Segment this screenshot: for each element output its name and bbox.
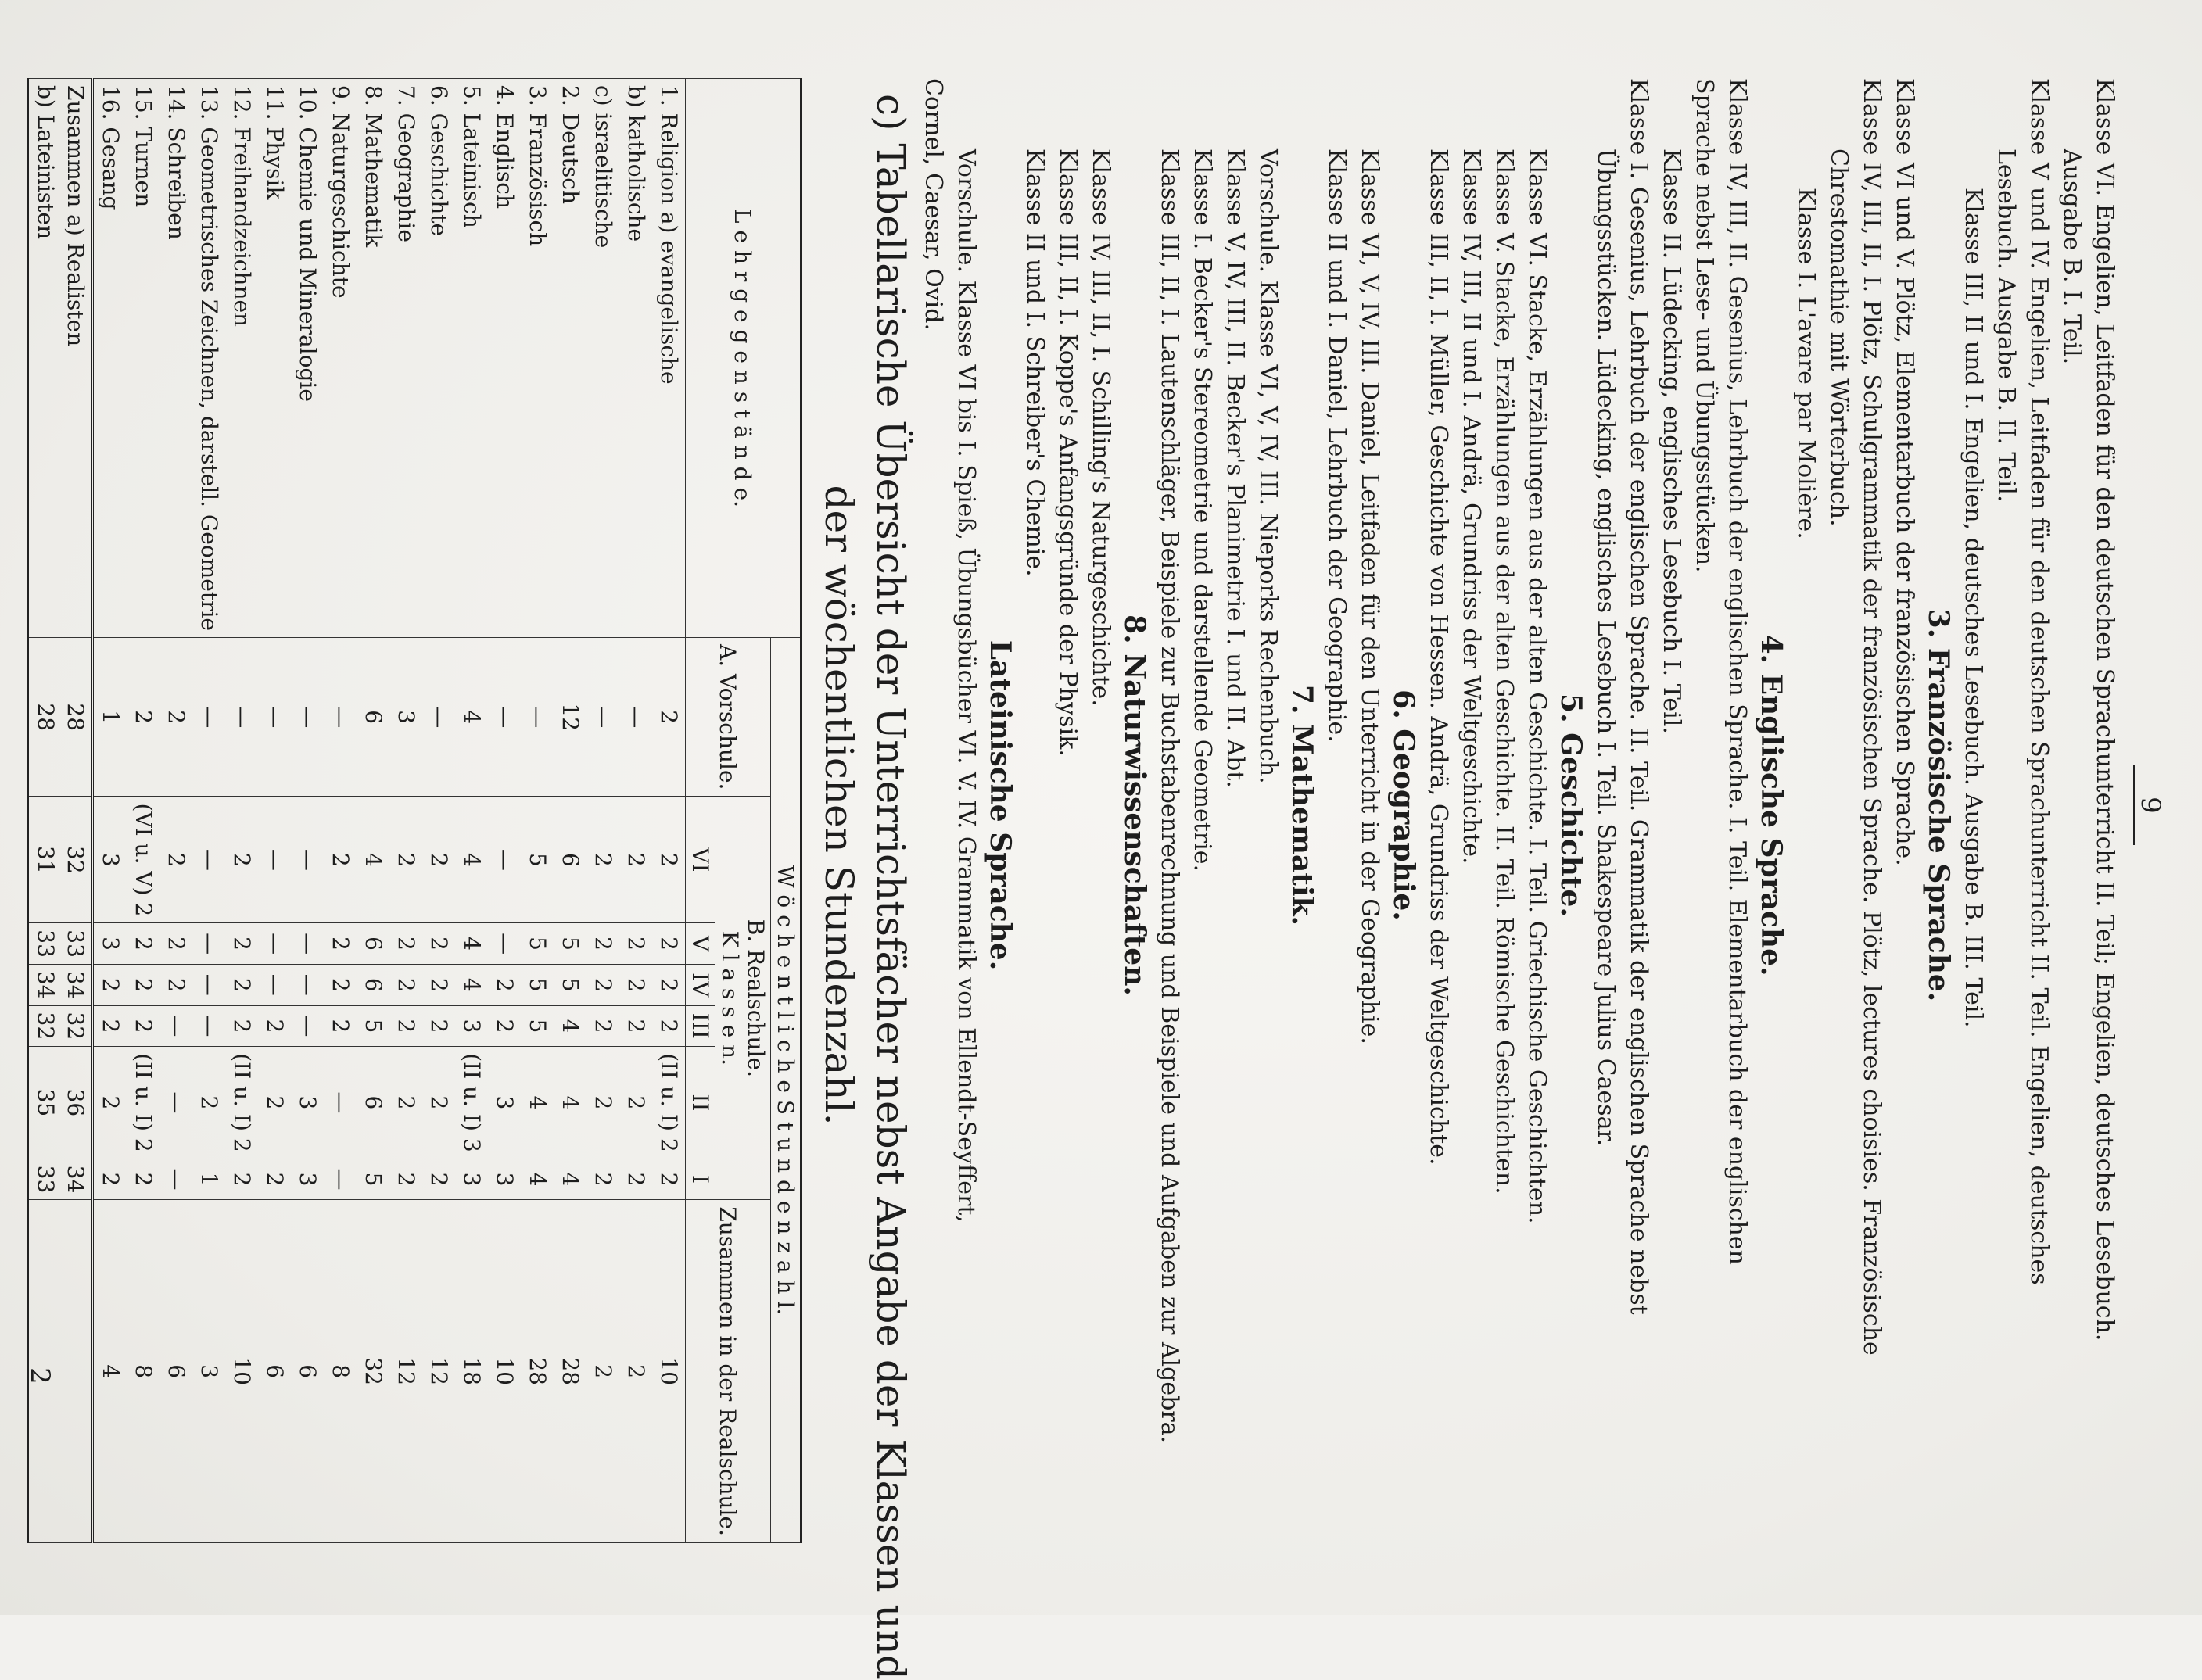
text-line: Ausgabe B. I. Teil. xyxy=(2058,149,2085,365)
table-row xyxy=(324,79,357,1543)
hours-cell: 5 xyxy=(554,923,586,965)
hours-cell: — xyxy=(192,797,225,923)
sum-cell: 32 31 xyxy=(28,797,93,923)
hours-cell: 2 xyxy=(586,1159,619,1200)
hours-cell: 2 xyxy=(258,1005,291,1047)
subject-cell: 6. Geschichte xyxy=(422,79,455,638)
text-line: Klasse VI. Engelien, Leitfaden für den deutschen Sprachunterricht II. Teil; Engelien, deutsches Lesebuch. xyxy=(2091,78,2118,1341)
hours-cell: — xyxy=(192,923,225,965)
hours-cell: 4 xyxy=(455,797,488,923)
hours-cell: 2 xyxy=(422,797,455,923)
subject-cell: 7. Geographie xyxy=(389,79,422,638)
hours-cell: — xyxy=(488,923,521,965)
hours-cell: (II u. I) 3 xyxy=(455,1047,488,1159)
intro-block xyxy=(1956,78,2121,1532)
subject-cell: 3. Französisch xyxy=(521,79,554,638)
hours-cell: 5 xyxy=(521,923,554,965)
hours-cell: — xyxy=(192,1005,225,1047)
hours-cell: — xyxy=(291,923,324,965)
hours-cell: — xyxy=(258,797,291,923)
text-line: Klasse I. L'avare par Molière. xyxy=(1792,188,1820,539)
sum-cell xyxy=(28,1200,93,1543)
hours-cell: 6 xyxy=(357,964,389,1005)
hours-cell: 2 xyxy=(93,1047,127,1159)
subject-cell: 2. Deutsch xyxy=(554,79,586,638)
subject-cell: 16. Gesang xyxy=(93,79,127,638)
section-heading: 7. Mathematik. xyxy=(1286,684,1318,926)
hours-cell: 2 xyxy=(258,1047,291,1159)
header-realschule: B. Realschule. K l a s s e n. xyxy=(715,797,771,1200)
hours-cell: 3 xyxy=(291,1047,324,1159)
table-row xyxy=(389,79,422,1543)
text-line: Vorschule. Klasse VI bis I. Spieß, Übungsbücher VI. V. IV. Grammatik von Ellendt-Seyffert, xyxy=(952,149,980,1223)
table-row xyxy=(258,79,291,1543)
text-line: Klasse VI, V, IV, III. Daniel, Leitfaden für den Unterricht in der Geographie. xyxy=(1356,149,1383,1044)
table-row xyxy=(652,79,686,1543)
hours-cell: 6 xyxy=(291,1200,324,1543)
hours-cell: 2 xyxy=(160,637,192,796)
hours-cell: 10 xyxy=(488,1200,521,1543)
hours-cell: (II u. I) 2 xyxy=(225,1047,258,1159)
hours-cell: 3 xyxy=(93,923,127,965)
text-line: Klasse II. Lüdecking, englisches Lesebuch I. Teil. xyxy=(1658,149,1685,734)
hours-cell: — xyxy=(192,964,225,1005)
hours-cell: 2 xyxy=(619,1200,652,1543)
table-row xyxy=(291,79,324,1543)
text-line: Klasse III, II, I. Müller, Geschichte von Hessen. Andrä, Grundriss der Weltgeschichte. xyxy=(1425,149,1452,1166)
text-line: Klasse II und I. Daniel, Lehrbuch der Geographie. xyxy=(1323,149,1350,743)
hours-cell: 2 xyxy=(192,1047,225,1159)
hours-cell: — xyxy=(586,637,619,796)
hours-cell: 2 xyxy=(389,1005,422,1047)
text-line: Klasse VI. Stacke, Erzählungen aus der alten Geschichte. I. Teil. Griechische Geschichten. xyxy=(1523,149,1551,1224)
hours-cell: 2 xyxy=(324,923,357,965)
sum-cell: 28 28 xyxy=(28,637,93,796)
hours-cell: 3 xyxy=(488,1047,521,1159)
hours-cell: 4 xyxy=(455,964,488,1005)
subject-cell: 1. Religion a) evangelische xyxy=(652,79,686,638)
table-row xyxy=(225,79,258,1543)
subject-cell: 11. Physik xyxy=(258,79,291,638)
text-line: Klasse III, II, I. Koppe's Anfangsgründe der Physik. xyxy=(1054,149,1081,757)
hours-cell: — xyxy=(422,637,455,796)
hours-cell: 2 xyxy=(488,964,521,1005)
hours-cell: 6 xyxy=(357,923,389,965)
subject-cell: b) katholische xyxy=(619,79,652,638)
hours-cell: 5 xyxy=(521,964,554,1005)
hours-cell: — xyxy=(160,1159,192,1200)
table-title: c) Tabellarische Übersicht der Unterrichtsfächer nebst Angabe der Klassen und xyxy=(868,94,913,1680)
hours-cell: 12 xyxy=(554,637,586,796)
header-weekly-hours: W ö c h e n t l i c h e S t u n d e n z a h l. xyxy=(771,637,802,1542)
header-class: V xyxy=(686,923,715,965)
hours-cell: — xyxy=(324,637,357,796)
sum-label: Zusammen a) Realisten b) Lateinisten xyxy=(28,79,93,638)
hours-cell: 4 xyxy=(554,1047,586,1159)
hours-cell: 2 xyxy=(127,1005,160,1047)
hours-cell: 2 xyxy=(586,964,619,1005)
hours-cell: 2 xyxy=(93,964,127,1005)
hours-cell: 2 xyxy=(586,1200,619,1543)
hours-cell: 2 xyxy=(586,797,619,923)
table-row xyxy=(521,79,554,1543)
table-row xyxy=(160,79,192,1543)
hours-cell: 2 xyxy=(586,1005,619,1047)
sum-cell: 34 33 xyxy=(28,1159,93,1200)
text-line: Klasse I. Becker's Stereometrie und darstellende Geometrie. xyxy=(1189,149,1216,872)
hours-cell: 2 xyxy=(422,923,455,965)
hours-cell: 2 xyxy=(389,964,422,1005)
hours-cell: 2 xyxy=(160,923,192,965)
hours-cell: 2 xyxy=(652,1005,686,1047)
hours-cell: 6 xyxy=(357,637,389,796)
section-heading: 8. Naturwissenschaften. xyxy=(1118,614,1151,996)
hours-cell: 4 xyxy=(93,1200,127,1543)
text-line: Übungsstücken. Lüdecking, englisches Lesebuch I. Teil. Shakespeare Julius Caesar. xyxy=(1592,149,1619,1147)
hours-cell: 5 xyxy=(554,964,586,1005)
text-line: Vorschule. Klasse VI, V, IV, III. Nieporks Rechenbuch. xyxy=(1254,149,1282,784)
hours-cell: 2 xyxy=(127,923,160,965)
hours-cell: 2 xyxy=(619,797,652,923)
hours-cell: — xyxy=(192,637,225,796)
text-line: Klasse V, IV, III, II. Becker's Planimetrie I. und II. Abt. xyxy=(1221,149,1249,788)
text-line: Klasse III, II, I. Lautenschläger, Beispiele zur Buchstabenrechnung und Beispiele und Aufgaben zur Algebra. xyxy=(1156,149,1183,1444)
hours-cell: 2 xyxy=(619,964,652,1005)
sum-cell: 32 32 xyxy=(28,1005,93,1047)
hours-cell: 2 xyxy=(619,1159,652,1200)
hours-cell: 2 xyxy=(389,797,422,923)
hours-cell: 3 xyxy=(291,1159,324,1200)
hours-cell: 2 xyxy=(93,1159,127,1200)
hours-cell: 6 xyxy=(357,1047,389,1159)
text-line: Cornel, Caesar, Ovid. xyxy=(920,78,947,331)
hours-cell: 2 xyxy=(160,964,192,1005)
hours-cell: 2 xyxy=(93,1005,127,1047)
hours-cell: 2 xyxy=(422,1047,455,1159)
table-row xyxy=(619,79,652,1543)
hours-cell: 2 xyxy=(324,964,357,1005)
hours-cell: 2 xyxy=(127,964,160,1005)
hours-cell: — xyxy=(324,1047,357,1159)
hours-cell: 1 xyxy=(93,637,127,796)
hours-cell: 2 xyxy=(619,923,652,965)
hours-cell: 2 xyxy=(619,1047,652,1159)
hours-cell: 5 xyxy=(521,1005,554,1047)
text-line: Lesebuch. Ausgabe B. II. Teil. xyxy=(1992,149,2020,503)
section-heading: 6. Geographie. xyxy=(1387,690,1420,921)
hours-cell: 2 xyxy=(389,923,422,965)
hours-cell: 5 xyxy=(357,1005,389,1047)
hours-cell: 18 xyxy=(455,1200,488,1543)
hours-cell: — xyxy=(521,637,554,796)
hours-cell: 6 xyxy=(258,1200,291,1543)
hours-cell: 2 xyxy=(258,1159,291,1200)
hours-cell: — xyxy=(225,637,258,796)
table-row xyxy=(127,79,160,1543)
hours-cell: 4 xyxy=(554,1159,586,1200)
hours-cell: 3 xyxy=(93,797,127,923)
hours-cell: 28 xyxy=(521,1200,554,1543)
hours-cell: 2 xyxy=(652,1159,686,1200)
subject-cell: 8. Mathematik xyxy=(357,79,389,638)
section-heading: 5. Geschichte. xyxy=(1555,693,1587,917)
hours-cell: (II u. I) 2 xyxy=(127,1047,160,1159)
hours-cell: 2 xyxy=(488,1005,521,1047)
hours-cell: 2 xyxy=(422,964,455,1005)
hours-cell: — xyxy=(160,1005,192,1047)
hours-cell: — xyxy=(324,1159,357,1200)
hours-cell: 28 xyxy=(554,1200,586,1543)
hours-cell: 5 xyxy=(521,797,554,923)
text-line: Klasse IV, III, II, I. Schilling's Naturgeschichte. xyxy=(1087,149,1114,707)
hours-cell: 2 xyxy=(225,923,258,965)
header-subjects: L e h r g e g e n s t ä n d e. xyxy=(686,79,802,638)
hours-cell: 4 xyxy=(357,797,389,923)
header-zusammen: Zusammen in der Realschule. xyxy=(686,1200,771,1543)
hours-cell: 2 xyxy=(160,797,192,923)
hours-cell: 8 xyxy=(324,1200,357,1543)
hours-cell: 2 xyxy=(225,964,258,1005)
hours-cell: 8 xyxy=(127,1200,160,1543)
hours-cell: 2 xyxy=(422,1159,455,1200)
rotated-page xyxy=(33,31,2166,1680)
hours-cell: — xyxy=(291,964,324,1005)
hours-cell: 12 xyxy=(422,1200,455,1543)
table-row xyxy=(586,79,619,1543)
page-number: 9 xyxy=(2132,78,2166,1532)
schedule-table xyxy=(27,78,802,1543)
text-line: Klasse V. Stacke, Erzählungen aus der alten Geschichte. II. Teil. Römische Geschichten. xyxy=(1490,149,1518,1195)
text-line: Klasse I. Gesenius, Lehrbuch der englischen Sprache. II. Teil. Grammatik der englischen Sprache nebst xyxy=(1625,78,1652,1315)
subject-cell: 15. Turnen xyxy=(127,79,160,638)
hours-cell: 2 xyxy=(127,637,160,796)
hours-cell: — xyxy=(291,637,324,796)
hours-cell: 2 xyxy=(127,1159,160,1200)
hours-cell: 2 xyxy=(389,1159,422,1200)
text-line: Klasse IV, III, II. Gesenius, Lehrbuch der englischen Sprache. I. Teil. Elementarbuch der englischen xyxy=(1723,78,1751,1265)
header-class: VI xyxy=(686,797,715,923)
subject-cell: c) israelitische xyxy=(586,79,619,638)
hours-cell: 1 xyxy=(192,1159,225,1200)
hours-cell: 2 xyxy=(422,1005,455,1047)
hours-cell: 2 xyxy=(324,1005,357,1047)
section-heading: 4. Englische Sprache. xyxy=(1755,634,1788,976)
hours-cell: 2 xyxy=(619,1005,652,1047)
hours-cell: 4 xyxy=(554,1005,586,1047)
hours-cell: — xyxy=(258,923,291,965)
table-body xyxy=(93,79,686,1543)
hours-cell: 3 xyxy=(192,1200,225,1543)
hours-cell: 4 xyxy=(521,1159,554,1200)
hours-cell: 2 xyxy=(586,1047,619,1159)
hours-cell: 2 xyxy=(652,964,686,1005)
hours-cell: 2 xyxy=(324,797,357,923)
text-line: Klasse II und I. Schreiber's Chemie. xyxy=(1021,149,1049,577)
hours-cell: — xyxy=(160,1047,192,1159)
hours-cell: 4 xyxy=(521,1047,554,1159)
table-row xyxy=(422,79,455,1543)
text-line: Klasse VI und V. Plötz, Elementarbuch der französischen Sprache. xyxy=(1891,78,1918,866)
hours-cell: 3 xyxy=(488,1159,521,1200)
text-line: Klasse IV, III, II, I. Plötz, Schulgrammatik der französischen Sprache. Plötz, lectures choisies. Französische xyxy=(1858,78,1885,1356)
header-klassen: K l a s s e n. xyxy=(717,930,743,1066)
hours-cell: 2 xyxy=(225,797,258,923)
hours-cell: 6 xyxy=(554,797,586,923)
table-row xyxy=(192,79,225,1543)
section-heading: Lateinische Sprache. xyxy=(984,639,1017,971)
hours-cell: — xyxy=(619,637,652,796)
table-row xyxy=(554,79,586,1543)
table-row xyxy=(93,79,127,1543)
hours-cell: 12 xyxy=(389,1200,422,1543)
subject-cell: 5. Lateinisch xyxy=(455,79,488,638)
text-line: Sprache nebst Lese- und Übungsstücken. xyxy=(1691,78,1718,573)
sum-cell: 36 35 xyxy=(28,1047,93,1159)
hours-cell: — xyxy=(488,797,521,923)
hours-cell: — xyxy=(291,797,324,923)
hours-cell: 2 xyxy=(652,923,686,965)
hours-cell: 6 xyxy=(160,1200,192,1543)
table-row xyxy=(357,79,389,1543)
subject-cell: 12. Freihandzeichnen xyxy=(225,79,258,638)
hours-cell: 3 xyxy=(389,637,422,796)
table-row xyxy=(455,79,488,1543)
sum-row-realisten xyxy=(28,79,93,1543)
hours-cell: 2 xyxy=(225,1005,258,1047)
hours-cell: 2 xyxy=(389,1047,422,1159)
hours-cell: 5 xyxy=(357,1159,389,1200)
sum-cell: 34 34 xyxy=(28,964,93,1005)
hours-cell: — xyxy=(258,964,291,1005)
section-heading: 3. Französische Sprache. xyxy=(1922,608,1955,1002)
hours-cell: (II u. I) 2 xyxy=(652,1047,686,1159)
text-line: Chrestomathie mit Wörterbuch. xyxy=(1825,149,1852,527)
hours-cell: 4 xyxy=(455,637,488,796)
hours-cell: 32 xyxy=(357,1200,389,1543)
subject-cell: 10. Chemie und Mineralogie xyxy=(291,79,324,638)
header-class: I xyxy=(686,1159,715,1200)
subject-cell: 4. Englisch xyxy=(488,79,521,638)
hours-cell: 2 xyxy=(652,637,686,796)
hours-cell: 2 xyxy=(586,923,619,965)
hours-cell: 3 xyxy=(455,1005,488,1047)
subject-cell: 14. Schreiben xyxy=(160,79,192,638)
subject-cell: 13. Geometrisches Zeichnen, darstell. Geometrie xyxy=(192,79,225,638)
hours-cell: 10 xyxy=(652,1200,686,1543)
hours-cell: 2 xyxy=(652,797,686,923)
hours-cell: 3 xyxy=(455,1159,488,1200)
table-row xyxy=(488,79,521,1543)
text-line: Klasse III, II und I. Engelien, deutsches Lesebuch. Ausgabe B. III. Teil. xyxy=(1960,188,1987,1028)
hours-cell: — xyxy=(258,637,291,796)
hours-cell: 2 xyxy=(225,1159,258,1200)
hours-cell: 10 xyxy=(225,1200,258,1543)
folio-number: 2 xyxy=(23,1367,56,1384)
hours-cell: 4 xyxy=(455,923,488,965)
header-class: III xyxy=(686,1005,715,1047)
hours-cell: (VI u. V) 2 xyxy=(127,797,160,923)
hours-cell: — xyxy=(488,637,521,796)
text-line: Klasse IV, III, II und I. Andrä, Grundriss der Weltgeschichte. xyxy=(1458,149,1485,865)
header-class: II xyxy=(686,1047,715,1159)
hours-cell: — xyxy=(291,1005,324,1047)
subject-cell: 9. Naturgeschichte xyxy=(324,79,357,638)
header-vorschule: A. Vorschule. xyxy=(686,637,771,796)
header-class: IV xyxy=(686,964,715,1005)
text-line: Klasse V und IV. Engelien, Leitfaden für den deutschen Sprachunterricht II. Teil. Engelien, deutsches xyxy=(2025,78,2053,1285)
sum-cell: 33 33 xyxy=(28,923,93,965)
table-title-continued: der wöchentlichen Stundenzahl. xyxy=(816,485,862,1126)
